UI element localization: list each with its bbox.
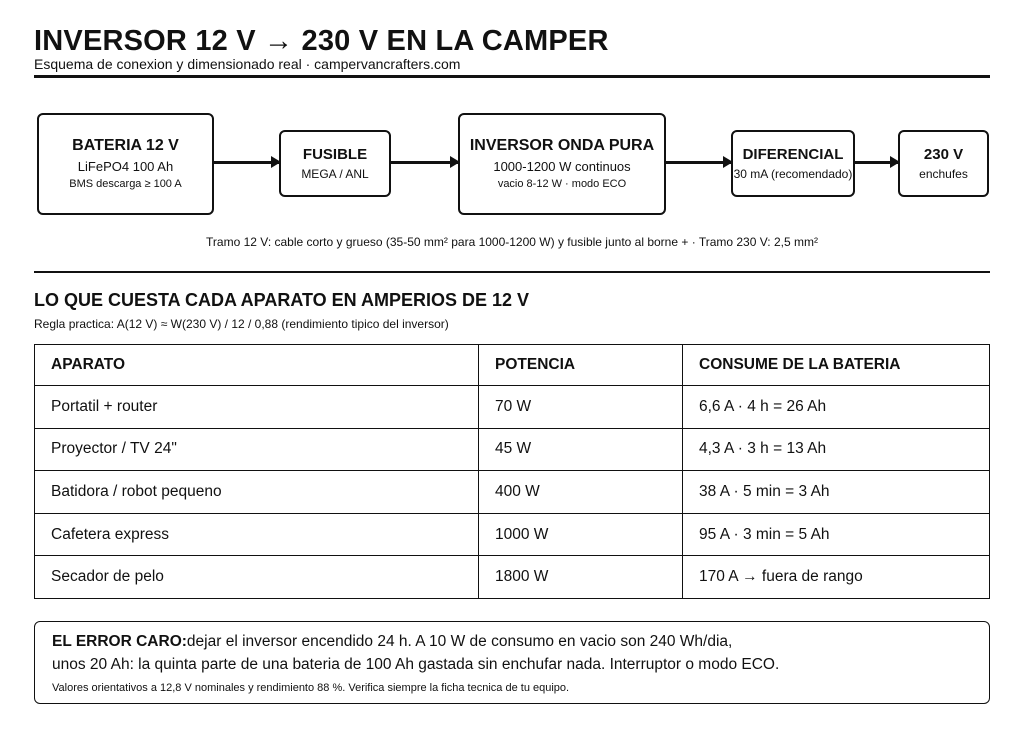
col-header-power: POTENCIA [479,345,683,386]
outlets-title: 230 V [923,146,964,163]
arrow-battery-to-fuse [214,161,279,164]
consumption-table [34,344,990,599]
section-title: LO QUE CUESTA CADA APARATO EN AMPERIOS DE 12 V [34,290,530,310]
fuse-type: MEGA / ANL [301,167,369,181]
table-row [35,386,990,429]
page-subtitle: Esquema de conexion y dimensionado real · campervancrafters.com [34,56,461,72]
inverter-node [458,113,666,215]
table-row [35,556,990,599]
inverter-title: INVERSOR ONDA PURA [469,137,655,154]
col-header-appliance: APARATO [35,345,479,386]
appliance-cell: Cafetera express [35,513,479,556]
battery-node [37,113,214,215]
rule-of-thumb: Regla practica: A(12 V) ≈ W(230 V) / 12 / 0,88 (rendimiento tipico del inversor) [34,317,449,331]
rcd-rating: 30 mA (recomendado) [733,167,853,181]
power-cell: 1000 W [479,513,683,556]
rcd-node [731,130,855,197]
consumption-cell: 4,3 A · 3 h = 13 Ah [683,428,990,471]
consumption-cell: 38 A · 5 min = 3 Ah [683,471,990,514]
arrow-inverter-to-rcd [666,161,731,164]
header-divider [34,75,990,78]
cable-note: Tramo 12 V: cable corto y grueso (35-50 mm² para 1000-1200 W) y fusible junto al borne + · Tramo 230 V: 2,5 mm² [206,235,818,249]
arrow-rcd-to-outlets [855,161,898,164]
battery-title: BATERIA 12 V [72,137,179,154]
callout-label: EL ERROR CARO: [52,633,187,650]
page-title: INVERSOR 12 V → 230 V EN LA CAMPER [34,25,609,57]
inverter-power: 1000-1200 W continuos [493,159,631,174]
outlets-node [898,130,989,197]
appliance-cell: Proyector / TV 24" [35,428,479,471]
consumption-cell: 95 A · 3 min = 5 Ah [683,513,990,556]
callout-text-2: unos 20 Ah: la quinta parte de una bateria de 100 Ah gastada sin enchufar nada. Interruptor o modo ECO. [52,656,780,673]
power-cell: 400 W [479,471,683,514]
power-cell: 70 W [479,386,683,429]
callout-footnote: Valores orientativos a 12,8 V nominales y rendimiento 88 %. Verifica siempre la ficha tecnica de tu equipo. [52,682,570,694]
consumption-cell: 6,6 A · 4 h = 26 Ah [683,386,990,429]
fuse-node [279,130,391,197]
consumption-cell: 170 A → fuera de rango [683,556,990,599]
power-cell: 45 W [479,428,683,471]
rcd-title: DIFERENCIAL [742,146,844,163]
fuse-title: FUSIBLE [302,146,368,163]
battery-chemistry: LiFePO4 100 Ah [77,159,174,174]
callout-line-1 [52,632,989,652]
battery-bms: BMS descarga ≥ 100 A [69,178,182,190]
inverter-idle: vacio 8-12 W · modo ECO [497,178,627,190]
table-row [35,513,990,556]
arrow-fuse-to-inverter [391,161,458,164]
appliance-cell: Secador de pelo [35,556,479,599]
callout-text-1: dejar el inversor encendido 24 h. A 10 W de consumo en vacio son 240 Wh/dia, [186,633,733,650]
appliance-cell: Batidora / robot pequeno [35,471,479,514]
power-cell: 1800 W [479,556,683,599]
table-header-row [35,345,990,386]
table-row [35,428,990,471]
col-header-consumption: CONSUME DE LA BATERIA [683,345,990,386]
warning-callout [34,621,990,704]
section-divider [34,271,990,273]
outlets-label: enchufes [919,167,968,181]
appliance-cell: Portatil + router [35,386,479,429]
table-row [35,471,990,514]
